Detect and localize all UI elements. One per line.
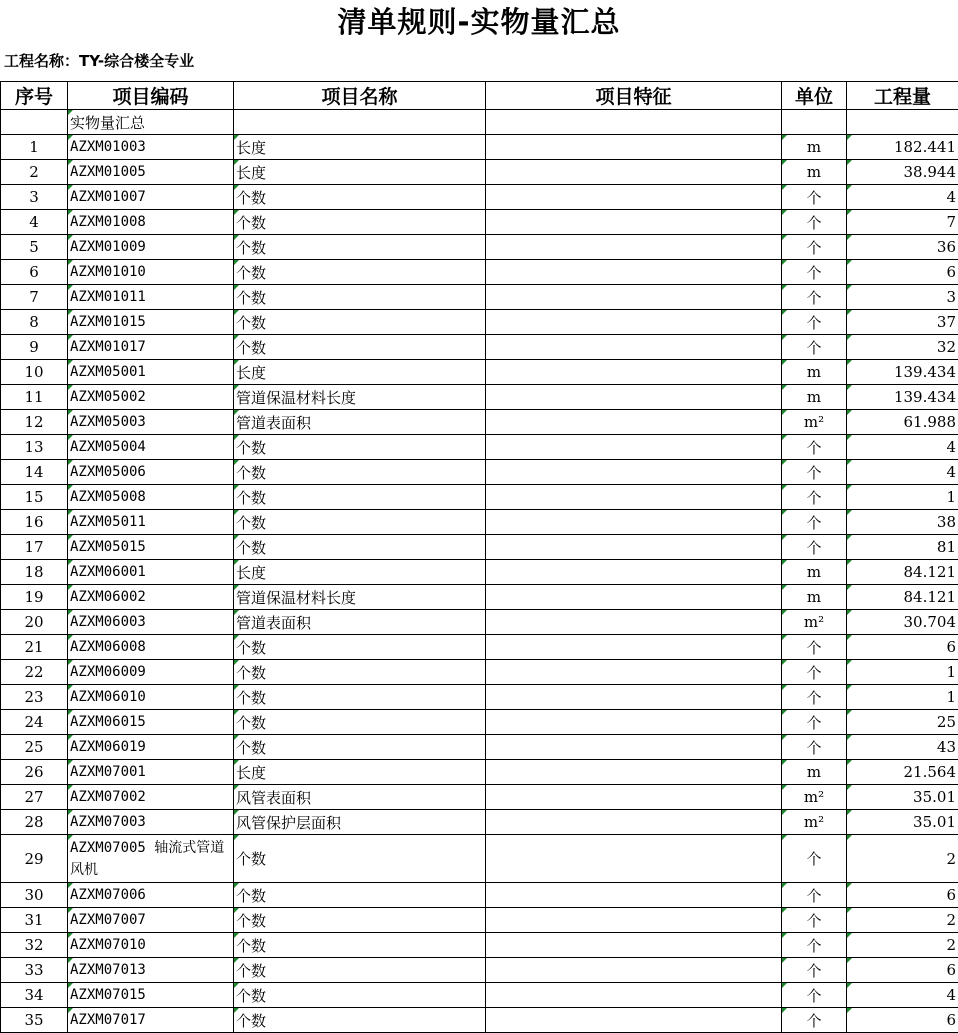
name-cell: 长度 (234, 360, 486, 385)
code-cell: AZXM01007 (68, 185, 234, 210)
table-row (1, 908, 958, 933)
unit-cell: 个 (782, 1008, 847, 1033)
name-cell: 个数 (234, 435, 486, 460)
name-cell: 长度 (234, 160, 486, 185)
unit-cell: 个 (782, 908, 847, 933)
name-cell: 长度 (234, 135, 486, 160)
code-cell: AZXM06003 (68, 610, 234, 635)
header-feature: 项目特征 (486, 82, 782, 110)
code-cell: AZXM06009 (68, 660, 234, 685)
name-cell: 个数 (234, 710, 486, 735)
table-row (1, 710, 958, 735)
name-cell: 个数 (234, 460, 486, 485)
table-row (1, 335, 958, 360)
header-seq: 序号 (1, 82, 68, 110)
feature-cell (486, 435, 782, 460)
seq-cell: 8 (1, 310, 68, 335)
quantity-cell: 1 (847, 660, 958, 685)
quantity-cell: 6 (847, 1008, 958, 1033)
feature-cell (486, 933, 782, 958)
quantity-cell: 43 (847, 735, 958, 760)
quantity-cell: 81 (847, 535, 958, 560)
table-row (1, 310, 958, 335)
name-cell: 风管保护层面积 (234, 810, 486, 835)
quantity-cell: 2 (847, 835, 958, 883)
feature-cell (486, 360, 782, 385)
code-cell: AZXM05011 (68, 510, 234, 535)
unit-cell: 个 (782, 635, 847, 660)
table-row (1, 510, 958, 535)
code-cell: AZXM06019 (68, 735, 234, 760)
feature-cell (486, 835, 782, 883)
quantity-cell: 2 (847, 908, 958, 933)
name-cell: 个数 (234, 210, 486, 235)
unit-cell: 个 (782, 983, 847, 1008)
unit-cell: 个 (782, 285, 847, 310)
report-title: 清单规则-实物量汇总 (0, 0, 958, 44)
feature-cell (486, 908, 782, 933)
code-cell: AZXM07003 (68, 810, 234, 835)
seq-cell: 30 (1, 883, 68, 908)
unit-cell: m (782, 585, 847, 610)
quantity-cell: 4 (847, 983, 958, 1008)
feature-cell (486, 210, 782, 235)
table-row (1, 835, 958, 883)
header-code: 项目编码 (68, 82, 234, 110)
table-row (1, 485, 958, 510)
name-cell: 个数 (234, 1008, 486, 1033)
unit-cell: 个 (782, 210, 847, 235)
seq-cell: 13 (1, 435, 68, 460)
name-cell: 个数 (234, 510, 486, 535)
table-row (1, 285, 958, 310)
seq-cell: 21 (1, 635, 68, 660)
unit-cell: m (782, 760, 847, 785)
name-cell: 管道保温材料长度 (234, 385, 486, 410)
unit-cell: 个 (782, 485, 847, 510)
code-cell: AZXM07002 (68, 785, 234, 810)
unit-cell: 个 (782, 510, 847, 535)
table-row (1, 535, 958, 560)
code-cell: AZXM07010 (68, 933, 234, 958)
feature-cell (486, 335, 782, 360)
name-cell: 个数 (234, 310, 486, 335)
feature-cell (486, 983, 782, 1008)
group-seq-cell (1, 110, 68, 135)
code-cell: AZXM07007 (68, 908, 234, 933)
table-row (1, 883, 958, 908)
name-cell: 管道表面积 (234, 410, 486, 435)
unit-cell: m (782, 135, 847, 160)
code-cell: AZXM01011 (68, 285, 234, 310)
seq-cell: 33 (1, 958, 68, 983)
unit-cell: 个 (782, 235, 847, 260)
seq-cell: 10 (1, 360, 68, 385)
unit-cell: 个 (782, 735, 847, 760)
unit-cell: 个 (782, 310, 847, 335)
quantity-cell: 21.564 (847, 760, 958, 785)
name-cell: 个数 (234, 335, 486, 360)
quantity-cell: 139.434 (847, 360, 958, 385)
quantity-cell: 139.434 (847, 385, 958, 410)
feature-cell (486, 810, 782, 835)
feature-cell (486, 883, 782, 908)
name-cell: 个数 (234, 933, 486, 958)
feature-cell (486, 385, 782, 410)
quantity-cell: 84.121 (847, 585, 958, 610)
name-cell: 个数 (234, 260, 486, 285)
unit-cell: m (782, 160, 847, 185)
unit-cell: 个 (782, 835, 847, 883)
table-row (1, 635, 958, 660)
table-row (1, 735, 958, 760)
quantity-cell: 25 (847, 710, 958, 735)
unit-cell: 个 (782, 185, 847, 210)
seq-cell: 35 (1, 1008, 68, 1033)
feature-cell (486, 185, 782, 210)
quantity-cell: 61.988 (847, 410, 958, 435)
quantity-cell: 182.441 (847, 135, 958, 160)
quantity-cell: 30.704 (847, 610, 958, 635)
quantity-cell: 3 (847, 285, 958, 310)
seq-cell: 5 (1, 235, 68, 260)
seq-cell: 20 (1, 610, 68, 635)
feature-cell (486, 235, 782, 260)
quantity-cell: 4 (847, 185, 958, 210)
seq-cell: 24 (1, 710, 68, 735)
group-unit-cell (782, 110, 847, 135)
table-row (1, 1008, 958, 1033)
quantity-cell: 4 (847, 460, 958, 485)
code-cell: AZXM01008 (68, 210, 234, 235)
table-row (1, 385, 958, 410)
code-cell: AZXM01003 (68, 135, 234, 160)
unit-cell: m (782, 385, 847, 410)
quantity-cell: 36 (847, 235, 958, 260)
code-cell: AZXM05002 (68, 385, 234, 410)
code-cell: AZXM05003 (68, 410, 234, 435)
table-row (1, 260, 958, 285)
code-cell: AZXM07017 (68, 1008, 234, 1033)
quantity-summary-table (0, 81, 958, 1033)
feature-cell (486, 735, 782, 760)
unit-cell: 个 (782, 660, 847, 685)
table-row (1, 958, 958, 983)
feature-cell (486, 510, 782, 535)
feature-cell (486, 710, 782, 735)
group-name-cell (234, 110, 486, 135)
unit-cell: 个 (782, 435, 847, 460)
unit-cell: 个 (782, 933, 847, 958)
seq-cell: 3 (1, 185, 68, 210)
feature-cell (486, 535, 782, 560)
project-name: 工程名称：TY-综合楼全专业 (4, 50, 194, 72)
unit-cell: m² (782, 785, 847, 810)
seq-cell: 16 (1, 510, 68, 535)
name-cell: 个数 (234, 635, 486, 660)
seq-cell: 18 (1, 560, 68, 585)
seq-cell: 31 (1, 908, 68, 933)
unit-cell: 个 (782, 460, 847, 485)
code-cell: AZXM06008 (68, 635, 234, 660)
table-row (1, 810, 958, 835)
quantity-cell: 6 (847, 635, 958, 660)
unit-cell: 个 (782, 883, 847, 908)
unit-cell: 个 (782, 260, 847, 285)
seq-cell: 26 (1, 760, 68, 785)
table-row (1, 160, 958, 185)
feature-cell (486, 760, 782, 785)
feature-cell (486, 160, 782, 185)
header-name: 项目名称 (234, 82, 486, 110)
name-cell: 个数 (234, 883, 486, 908)
seq-cell: 12 (1, 410, 68, 435)
seq-cell: 11 (1, 385, 68, 410)
quantity-cell: 37 (847, 310, 958, 335)
seq-cell: 1 (1, 135, 68, 160)
feature-cell (486, 460, 782, 485)
name-cell: 风管表面积 (234, 785, 486, 810)
name-cell: 个数 (234, 285, 486, 310)
code-cell: AZXM07005 轴流式管道风机 (68, 835, 234, 883)
table-row (1, 785, 958, 810)
name-cell: 个数 (234, 958, 486, 983)
name-cell: 个数 (234, 908, 486, 933)
code-cell: AZXM06015 (68, 710, 234, 735)
table-row (1, 360, 958, 385)
seq-cell: 19 (1, 585, 68, 610)
table-row (1, 610, 958, 635)
table-row (1, 235, 958, 260)
seq-cell: 9 (1, 335, 68, 360)
feature-cell (486, 285, 782, 310)
name-cell: 个数 (234, 485, 486, 510)
feature-cell (486, 958, 782, 983)
group-label: 实物量汇总 (68, 110, 234, 135)
name-cell: 个数 (234, 535, 486, 560)
group-row (1, 110, 958, 135)
seq-cell: 17 (1, 535, 68, 560)
feature-cell (486, 560, 782, 585)
quantity-cell: 1 (847, 685, 958, 710)
code-cell: AZXM06001 (68, 560, 234, 585)
seq-cell: 2 (1, 160, 68, 185)
seq-cell: 27 (1, 785, 68, 810)
table-row (1, 435, 958, 460)
name-cell: 个数 (234, 685, 486, 710)
code-cell: AZXM07015 (68, 983, 234, 1008)
header-unit: 单位 (782, 82, 847, 110)
unit-cell: 个 (782, 710, 847, 735)
group-feature-cell (486, 110, 782, 135)
name-cell: 个数 (234, 185, 486, 210)
code-cell: AZXM01010 (68, 260, 234, 285)
seq-cell: 29 (1, 835, 68, 883)
feature-cell (486, 310, 782, 335)
seq-cell: 4 (1, 210, 68, 235)
unit-cell: 个 (782, 958, 847, 983)
seq-cell: 15 (1, 485, 68, 510)
name-cell: 管道表面积 (234, 610, 486, 635)
feature-cell (486, 685, 782, 710)
table-row (1, 185, 958, 210)
quantity-cell: 38 (847, 510, 958, 535)
seq-cell: 25 (1, 735, 68, 760)
code-cell: AZXM06010 (68, 685, 234, 710)
unit-cell: m² (782, 810, 847, 835)
name-cell: 长度 (234, 560, 486, 585)
quantity-cell: 6 (847, 883, 958, 908)
feature-cell (486, 135, 782, 160)
unit-cell: 个 (782, 335, 847, 360)
code-cell: AZXM05015 (68, 535, 234, 560)
seq-cell: 22 (1, 660, 68, 685)
feature-cell (486, 785, 782, 810)
name-cell: 长度 (234, 760, 486, 785)
table-row (1, 933, 958, 958)
seq-cell: 23 (1, 685, 68, 710)
quantity-cell: 1 (847, 485, 958, 510)
feature-cell (486, 635, 782, 660)
quantity-cell: 32 (847, 335, 958, 360)
code-cell: AZXM05006 (68, 460, 234, 485)
quantity-cell: 84.121 (847, 560, 958, 585)
table-row (1, 685, 958, 710)
group-qty-cell (847, 110, 958, 135)
quantity-cell: 2 (847, 933, 958, 958)
seq-cell: 28 (1, 810, 68, 835)
table-row (1, 135, 958, 160)
name-cell: 个数 (234, 835, 486, 883)
feature-cell (486, 660, 782, 685)
unit-cell: 个 (782, 685, 847, 710)
quantity-cell: 6 (847, 260, 958, 285)
name-cell: 个数 (234, 660, 486, 685)
name-cell: 管道保温材料长度 (234, 585, 486, 610)
code-cell: AZXM05004 (68, 435, 234, 460)
feature-cell (486, 485, 782, 510)
seq-cell: 14 (1, 460, 68, 485)
table-row (1, 410, 958, 435)
seq-cell: 7 (1, 285, 68, 310)
table-row (1, 560, 958, 585)
table-row (1, 760, 958, 785)
feature-cell (486, 1008, 782, 1033)
code-cell: AZXM01015 (68, 310, 234, 335)
table-row (1, 460, 958, 485)
code-cell: AZXM07001 (68, 760, 234, 785)
table-row (1, 210, 958, 235)
table-row (1, 585, 958, 610)
seq-cell: 34 (1, 983, 68, 1008)
feature-cell (486, 260, 782, 285)
quantity-cell: 35.01 (847, 785, 958, 810)
code-cell: AZXM05008 (68, 485, 234, 510)
unit-cell: m² (782, 610, 847, 635)
name-cell: 个数 (234, 983, 486, 1008)
name-cell: 个数 (234, 235, 486, 260)
feature-cell (486, 585, 782, 610)
quantity-cell: 7 (847, 210, 958, 235)
header-quantity: 工程量 (847, 82, 958, 110)
unit-cell: m (782, 360, 847, 385)
feature-cell (486, 410, 782, 435)
quantity-cell: 4 (847, 435, 958, 460)
code-cell: AZXM07006 (68, 883, 234, 908)
quantity-cell: 6 (847, 958, 958, 983)
unit-cell: 个 (782, 535, 847, 560)
header-row (1, 82, 958, 110)
unit-cell: m² (782, 410, 847, 435)
code-cell: AZXM07013 (68, 958, 234, 983)
code-cell: AZXM05001 (68, 360, 234, 385)
code-cell: AZXM01009 (68, 235, 234, 260)
table-row (1, 660, 958, 685)
quantity-cell: 38.944 (847, 160, 958, 185)
seq-cell: 32 (1, 933, 68, 958)
seq-cell: 6 (1, 260, 68, 285)
name-cell: 个数 (234, 735, 486, 760)
table-row (1, 983, 958, 1008)
code-cell: AZXM01005 (68, 160, 234, 185)
code-cell: AZXM06002 (68, 585, 234, 610)
feature-cell (486, 610, 782, 635)
quantity-cell: 35.01 (847, 810, 958, 835)
code-cell: AZXM01017 (68, 335, 234, 360)
unit-cell: m (782, 560, 847, 585)
